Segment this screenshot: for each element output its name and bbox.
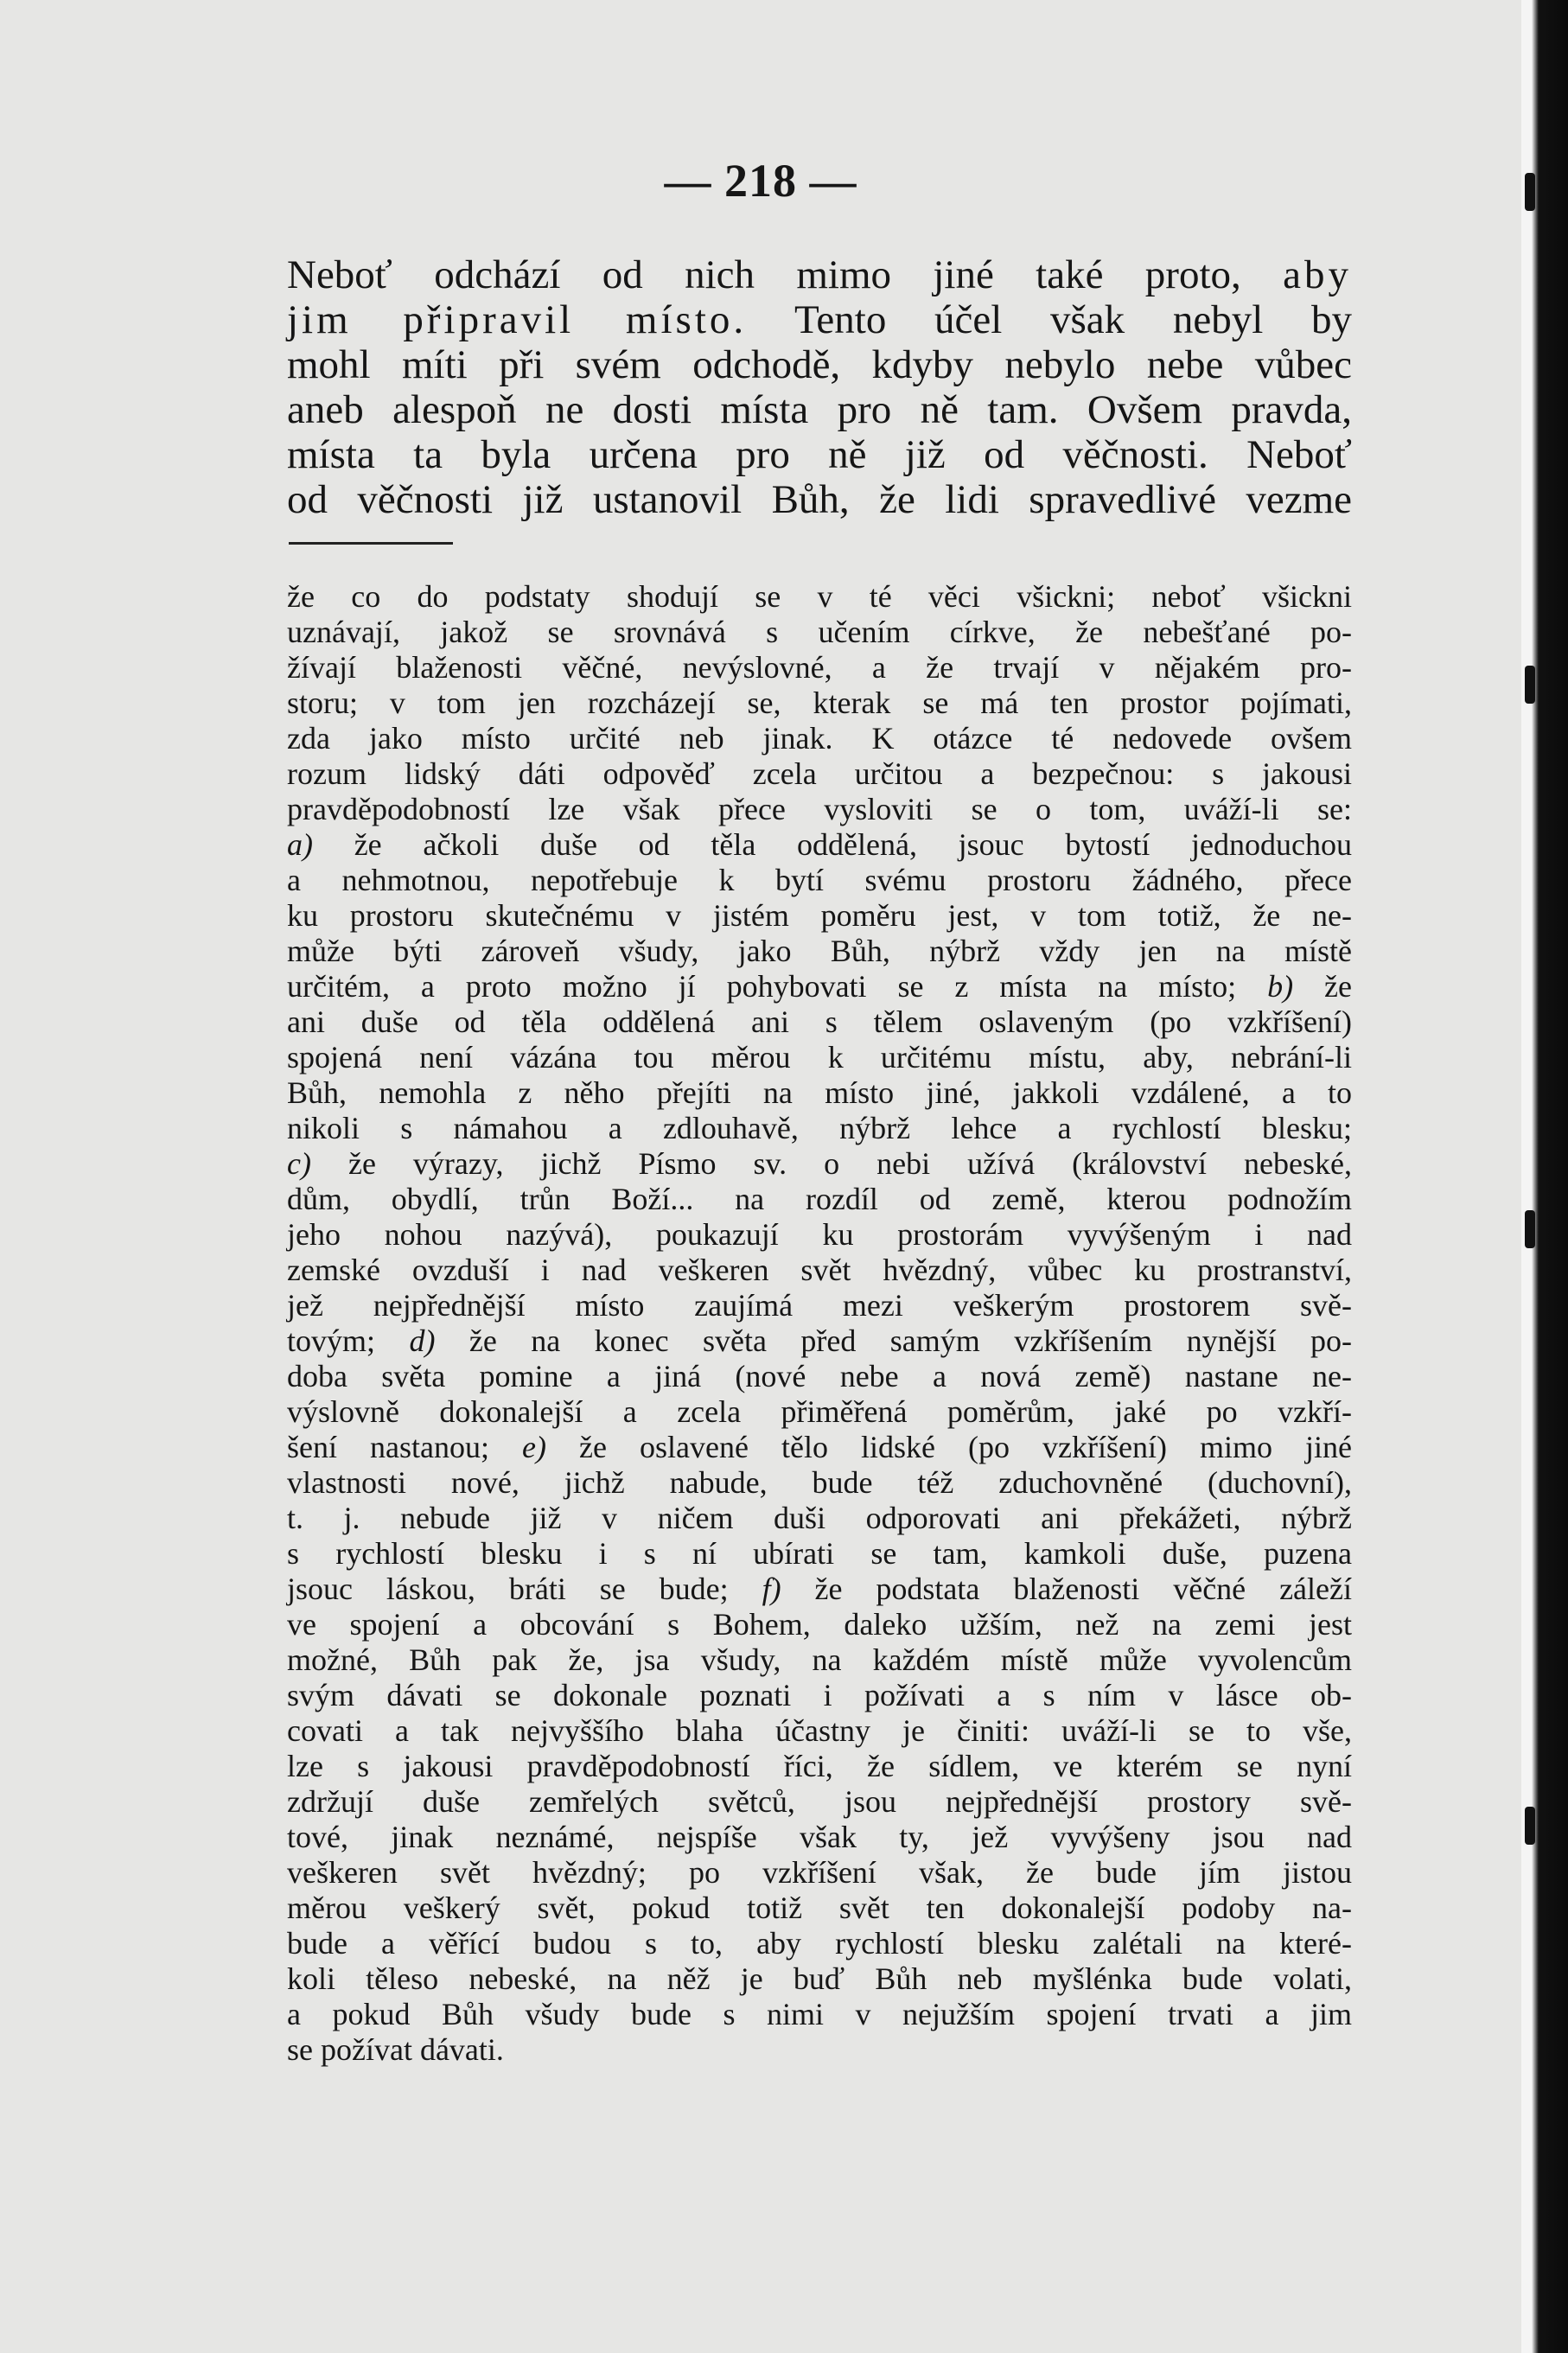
text-segment: storu; v tom jen rozcházejí se, kterak se má ten prostor pojímati,: [287, 685, 1352, 720]
text-line: [287, 1040, 1352, 1075]
emphasized-text: aby: [1283, 252, 1352, 297]
text-line: [287, 1536, 1352, 1572]
text-segment: a pokud Bůh všudy bude s nimi v nejužším spojení trvati a jim: [287, 1997, 1352, 2031]
text-segment: zda jako místo určité neb jinak. K otázce té nedovede ovšem: [287, 721, 1352, 756]
text-segment: že výrazy, jichž Písmo sv. o nebi užívá (království nebeské,: [310, 1146, 1352, 1181]
text-segment: mohl míti při svém odchodě, kdyby nebylo nebe vůbec: [287, 342, 1352, 387]
text-segment: že ačkoli duše od těla oddělená, jsouc bytostí jednoduchou: [313, 827, 1352, 862]
text-segment: koli těleso nebeské, na něž je buď Bůh neb myšlénka bude volati,: [287, 1961, 1352, 1996]
text-line: [287, 721, 1352, 756]
text-segment: ku prostoru skutečnému v jistém poměru jest, v tom totiž, že ne-: [287, 898, 1352, 933]
text-line: [287, 756, 1352, 792]
text-segment: t. j. nebude již v ničem duši odporovati ani překážeti, nýbrž: [287, 1501, 1352, 1535]
scan-border: [1521, 0, 1568, 2353]
text-segment: uznávají, jakož se srovnává s učením církve, že nebešťané po-: [287, 615, 1352, 649]
text-line: [287, 1713, 1352, 1749]
emphasized-text: jim připravil místo.: [287, 297, 748, 342]
text-line: [287, 1394, 1352, 1430]
text-line: [287, 1784, 1352, 1820]
binding-mark: [1525, 173, 1535, 211]
text-line: [287, 615, 1352, 650]
text-segment: že oslavené tělo lidské (po vzkříšení) mimo jiné: [545, 1430, 1352, 1464]
text-segment: měrou veškerý svět, pokud totiž svět ten dokonalejší podoby na-: [287, 1891, 1352, 1925]
text-segment: může býti zároveň všudy, jako Bůh, nýbrž vždy jen na místě: [287, 934, 1352, 968]
text-segment: jež nejpřednější místo zaujímá mezi veškerým prostorem svě-: [287, 1288, 1352, 1323]
text-line: [287, 827, 1352, 863]
text-segment: nikoli s námahou a zdlouhavě, nýbrž lehce a rychlostí blesku;: [287, 1111, 1352, 1145]
enumeration-marker: f): [762, 1572, 781, 1606]
text-line: [287, 342, 1352, 387]
text-line: [287, 1678, 1352, 1713]
text-segment: vlastnosti nové, jichž nabude, bude též zduchovněné (duchovní),: [287, 1465, 1352, 1500]
enumeration-marker: c): [287, 1146, 311, 1181]
text-segment: se požívat dávati.: [287, 2032, 504, 2067]
text-line: [287, 1642, 1352, 1678]
text-segment: že co do podstaty shodují se v té věci všickni; neboť všickni: [287, 579, 1352, 614]
text-segment: Tento účel však nebyl by: [747, 297, 1352, 342]
text-line: [287, 1891, 1352, 1926]
text-segment: určitém, a proto možno jí pohybovati se z místa na místo;: [287, 969, 1268, 1004]
text-segment: výslovně dokonalejší a zcela přiměřená poměrům, jaké po vzkří-: [287, 1394, 1352, 1429]
text-line: [287, 1855, 1352, 1891]
text-line: [287, 297, 1352, 342]
text-line: [287, 387, 1352, 432]
text-line: [287, 934, 1352, 969]
text-line: [287, 898, 1352, 934]
text-segment: s rychlostí blesku i s ní ubírati se tam, kamkoli duše, puzena: [287, 1536, 1352, 1571]
text-line: [287, 650, 1352, 685]
text-line: [287, 1075, 1352, 1111]
text-line: [287, 1146, 1352, 1182]
text-line: [287, 1465, 1352, 1501]
text-line: [287, 1217, 1352, 1253]
text-segment: místa ta byla určena pro ně již od věčnosti. Neboť: [287, 432, 1352, 477]
text-segment: ani duše od těla oddělená ani s tělem oslaveným (po vzkříšení): [287, 1004, 1352, 1039]
text-line: [287, 1997, 1352, 2032]
text-line: [287, 579, 1352, 615]
text-line: [287, 477, 1352, 522]
text-segment: žívají blaženosti věčné, nevýslovné, a že trvají v nějakém pro-: [287, 650, 1352, 685]
binding-mark: [1525, 666, 1535, 704]
text-segment: možné, Bůh pak že, jsa všudy, na každém místě může vyvolencům: [287, 1642, 1352, 1677]
text-segment: lze s jakousi pravděpodobností říci, že sídlem, ve kterém se nyní: [287, 1749, 1352, 1783]
text-segment: rozum lidský dáti odpověď zcela určitou a bezpečnou: s jakousi: [287, 756, 1352, 791]
text-line: [287, 969, 1352, 1004]
text-line: [287, 1572, 1352, 1607]
text-segment: ve spojení a obcování s Bohem, daleko užším, než na zemi jest: [287, 1607, 1352, 1642]
text-line: [287, 1288, 1352, 1323]
text-line: [287, 252, 1352, 297]
text-line: [287, 1607, 1352, 1642]
text-segment: a nehmotnou, nepotřebuje k bytí svému prostoru žádného, přece: [287, 863, 1352, 897]
text-line: [287, 1430, 1352, 1465]
enumeration-marker: d): [409, 1323, 436, 1358]
text-line: [287, 1501, 1352, 1536]
text-segment: od věčnosti již ustanovil Bůh, že lidi spravedlivé vezme: [287, 477, 1352, 522]
text-segment: zdržují duše zemřelých světců, jsou nejpřednější prostory svě-: [287, 1784, 1352, 1819]
footnote-separator-rule: [289, 542, 453, 545]
text-segment: spojená není vázána tou měrou k určitému místu, aby, nebrání-li: [287, 1040, 1352, 1074]
text-line: [287, 1182, 1352, 1217]
binding-mark: [1525, 1807, 1535, 1845]
text-line: [287, 1111, 1352, 1146]
main-paragraph: [287, 252, 1352, 522]
text-segment: zemské ovzduší i nad veškeren svět hvězdný, vůbec ku prostranství,: [287, 1253, 1352, 1287]
text-segment: pravděpodobností lze však přece vysloviti se o tom, uváží-li se:: [287, 792, 1352, 826]
text-segment: dům, obydlí, trůn Boží... na rozdíl od země, kterou podnožím: [287, 1182, 1352, 1216]
text-line: [287, 1323, 1352, 1359]
text-line: [287, 685, 1352, 721]
text-line: [287, 432, 1352, 477]
text-segment: šení nastanou;: [287, 1430, 523, 1464]
text-segment: veškeren svět hvězdný; po vzkříšení však, že bude jím jistou: [287, 1855, 1352, 1890]
text-line: [287, 1820, 1352, 1855]
enumeration-marker: a): [287, 827, 313, 862]
text-line: [287, 863, 1352, 898]
text-line: [287, 1004, 1352, 1040]
binding-mark: [1525, 1210, 1535, 1248]
text-segment: že podstata blaženosti věčné záleží: [781, 1572, 1352, 1606]
text-segment: covati a tak nejvyššího blaha účastny je činiti: uváží-li se to vše,: [287, 1713, 1352, 1748]
text-segment: tové, jinak neznámé, nejspíše však ty, jež vyvýšeny jsou nad: [287, 1820, 1352, 1854]
text-segment: jeho nohou nazývá), poukazují ku prostorám vyvýšeným i nad: [287, 1217, 1352, 1252]
enumeration-marker: b): [1267, 969, 1294, 1004]
text-segment: bude a věřící budou s to, aby rychlostí blesku zalétali na které-: [287, 1926, 1352, 1961]
text-segment: Neboť odchází od nich mimo jiné také proto,: [287, 252, 1284, 297]
page-number: — 218 —: [664, 155, 857, 207]
text-line: [287, 1926, 1352, 1961]
footnote-paragraph: [287, 579, 1352, 2068]
text-segment: že na konec světa před samým vzkříšením nynější po-: [435, 1323, 1352, 1358]
text-line: [287, 1749, 1352, 1784]
text-line: [287, 792, 1352, 827]
enumeration-marker: e): [522, 1430, 546, 1464]
text-segment: jsouc láskou, bráti se bude;: [287, 1572, 762, 1606]
text-segment: svým dávati se dokonale poznati i požívati a s ním v lásce ob-: [287, 1678, 1352, 1712]
text-segment: tovým;: [287, 1323, 410, 1358]
text-segment: aneb alespoň ne dosti místa pro ně tam. Ovšem pravda,: [287, 387, 1352, 432]
text-segment: doba světa pomine a jiná (nové nebe a nová země) nastane ne-: [287, 1359, 1352, 1393]
text-segment: Bůh, nemohla z něho přejíti na místo jiné, jakkoli vzdálené, a to: [287, 1075, 1352, 1110]
text-segment: že: [1293, 969, 1352, 1004]
text-line: [287, 1253, 1352, 1288]
text-line: [287, 1359, 1352, 1394]
text-line: [287, 2032, 1352, 2068]
text-line: [287, 1961, 1352, 1997]
